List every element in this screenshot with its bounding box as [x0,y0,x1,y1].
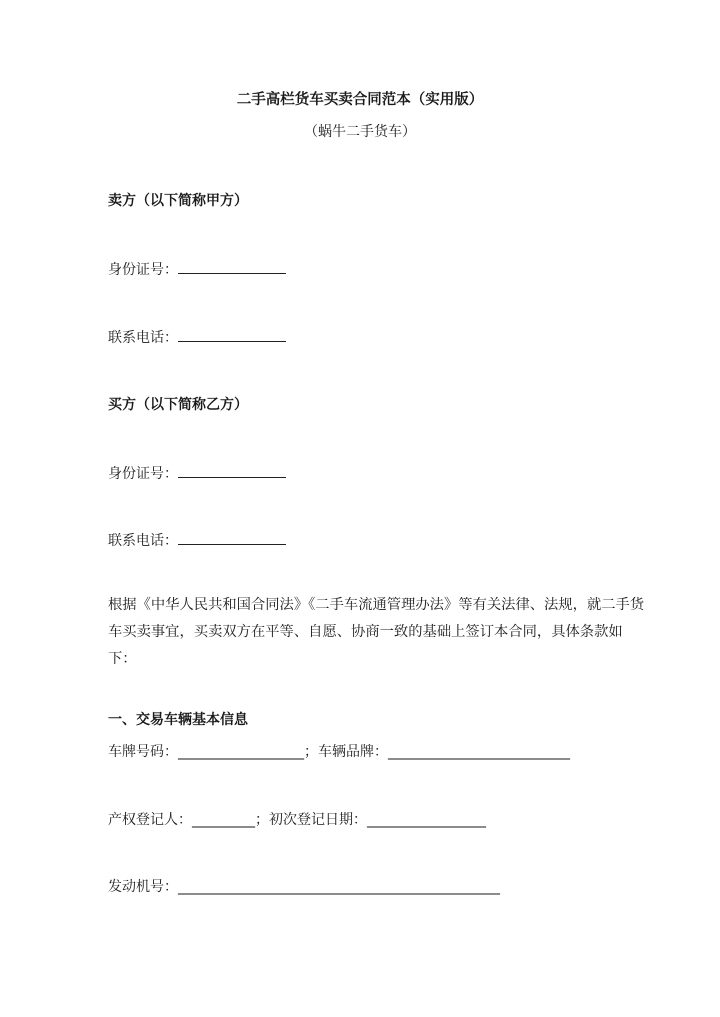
buyer-id-row [108,463,286,483]
preamble-paragraph: 根据《中华人民共和国合同法》《二手车流通管理办法》等有关法律、法规，就二手货车买卖事宜，买卖双方在平等、自愿、协商一致的基础上签订本合同，具体条款如下： [108,597,645,667]
buyer-id-blank[interactable] [178,463,286,478]
seller-heading: 卖方（以下简称甲方） [108,193,248,209]
seller-id-label: 身份证号： [108,262,178,278]
first-reg-blank[interactable]: _________________ [367,812,486,828]
first-reg-label: 初次登记日期： [269,812,367,828]
separator: ； [304,744,318,760]
buyer-id-label: 身份证号： [108,466,178,482]
separator: ； [255,812,269,828]
seller-phone-blank[interactable] [178,327,286,342]
brand-label: 车辆品牌： [318,744,388,760]
seller-phone-row [108,327,286,347]
seller-phone-label: 联系电话： [108,330,178,346]
document-subtitle: （蜗牛二手货车） [304,124,416,140]
document-title: 二手高栏货车买卖合同范本（实用版） [236,92,484,108]
engine-label: 发动机号： [108,879,178,895]
section1-heading: 一、交易车辆基本信息 [108,712,248,728]
engine-row [108,876,500,896]
seller-id-row [108,259,286,279]
owner-label: 产权登记人： [108,812,192,828]
engine-blank[interactable]: ______________________________________________ [178,879,500,895]
buyer-heading: 买方（以下简称乙方） [108,397,248,413]
buyer-phone-row [108,530,286,550]
plate-label: 车牌号码： [108,744,178,760]
buyer-phone-label: 联系电话： [108,533,178,549]
brand-blank[interactable]: __________________________ [388,744,570,760]
plate-blank[interactable]: __________________ [178,744,304,760]
owner-blank[interactable]: _________ [192,812,255,828]
owner-date-row [108,809,486,829]
plate-brand-row [108,741,570,761]
seller-id-blank[interactable] [178,259,286,274]
buyer-phone-blank[interactable] [178,530,286,545]
